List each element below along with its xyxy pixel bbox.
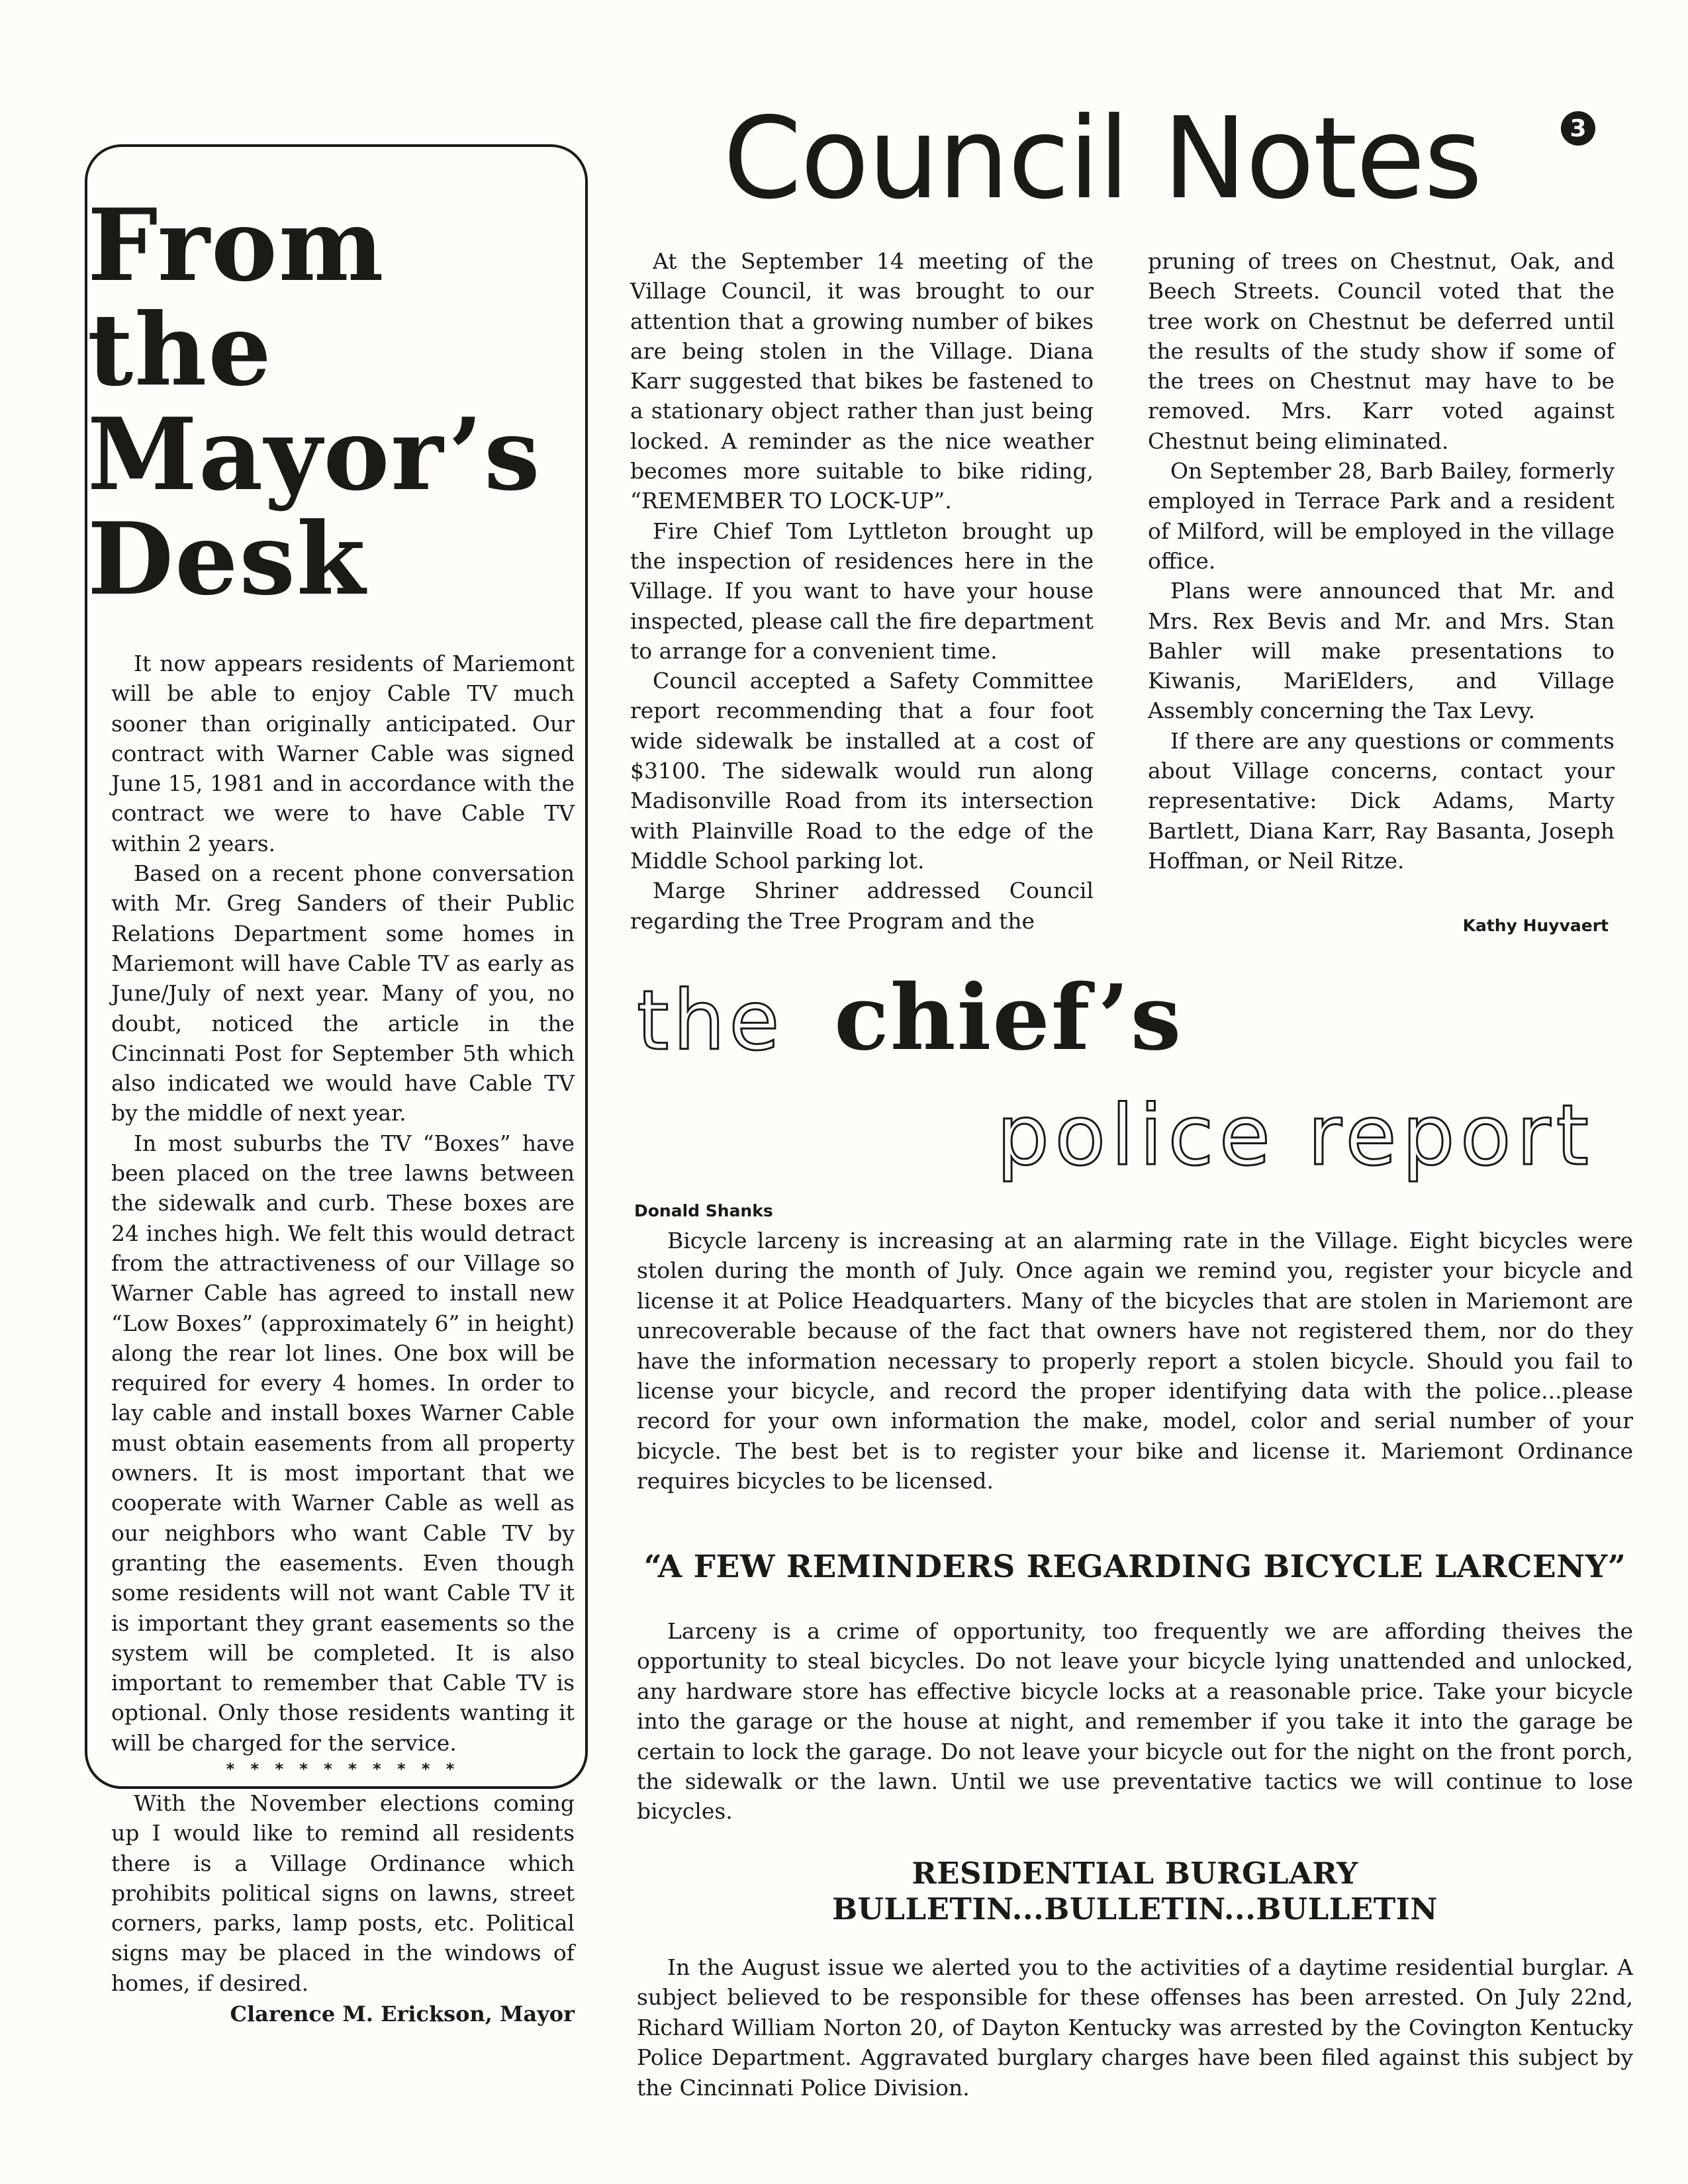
council-column-1 (630, 246, 1094, 936)
page-number: 3 (1561, 111, 1595, 146)
reminders-heading: “A FEW REMINDERS REGARDING BICYCLE LARCENY” (643, 1549, 1626, 1585)
police-byline: Donald Shanks (634, 1201, 773, 1220)
council-paragraph: If there are any questions or comments about Village concerns, contact your representative: Dick Adams, Marty Bartlett, Diana Karr, Ray Basanta, Joseph Hoffman, or Neil Ritze. (1148, 727, 1615, 874)
mayor-paragraph: In most suburbs the TV “Boxes” have been placed on the tree lawns between the sidewalk and curb. These boxes are 24 inches high. We felt this would detract from the attractiveness of our Village so Warner Cable has agreed to install new “Low Boxes” (approximately 6” in height) along the rear lot lines. One box will be required for every 4 homes. In order to lay cable and install boxes Warner Cable must obtain easements from all property owners. It is most important that we cooperate with Warner Cable as well as our neighbors who want Cable TV by granting the easements. Even though some residents will not want Cable TV it is important they grant easements so the system will be completed. It is also important to remember that Cable TV is optional. Only those residents wanting it will be charged for the service. (111, 1130, 575, 1756)
council-column-2 (1148, 246, 1615, 876)
police-intro: Bicycle larceny is increasing at an alarming rate in the Village. Eight bicycles were stolen during the month of July. Once again we remind you, register your bicycle and license it at Police Headquarters. Many of the bicycles that are stolen in Mariemont are unrecoverable because of the fact that owners have not registered them, nor do they have the information necessary to properly report a stolen bicycle. Should you fail to license your bicycle, and record the proper identifying data with the police...please record for your own information the make, model, color and serial number of your bicycle. The best bet is to register your bike and license it. Mariemont Ordinance requires bicycles to be licensed. (637, 1228, 1633, 1494)
council-paragraph: pruning of trees on Chestnut, Oak, and Beech Streets. Council voted that the tree work on Chestnut be deferred until the results of the study show if some of the trees on Chestnut may have to be removed. Mrs. Karr voted against Chestnut being eliminated. (1148, 248, 1615, 454)
mayor-paragraph: It now appears residents of Mariemont will be able to enjoy Cable TV much sooner than originally anticipated. Our contract with Warner Cable was signed June 15, 1981 and in accordance with the contract we were to have Cable TV within 2 years. (111, 651, 575, 856)
section-separator: * * * * * * * * * * (226, 1759, 460, 1778)
mayor-heading-line: Desk (87, 501, 367, 617)
council-paragraph: Council accepted a Safety Committee report recommending that a four foot wide sidewalk be installed at a cost of $3100. The sidewalk would run along Madisonville Road from its intersection with Plainville Road to the edge of the Middle School parking lot. (630, 668, 1094, 874)
council-paragraph: Plans were announced that Mr. and Mrs. Rex Bevis and Mr. and Mrs. Stan Bahler will make presentations to Kiwanis, MariElders, and Village Assembly concerning the Tax Levy. (1148, 578, 1615, 724)
burglary-heading (637, 1856, 1633, 1927)
reminders-text: Larceny is a crime of opportunity, too frequently we are affording theives the opportunity to steal bicycles. Do not leave your bicycle lying unattended and unlocked, any hardware store has effective bicycle locks at a reasonable price. Take your bicycle into the garage or the house at night, and remember if you take it into the garage be certain to lock the garage. Do not leave your bicycle out for the night on the front porch, the sidewalk or the lawn. Until we use preventative tactics we will continue to lose bicycles. (637, 1618, 1633, 1825)
mayor-paragraph: Based on a recent phone conversation with Mr. Greg Sanders of their Public Relations Department some homes in Mariemont will have Cable TV as early as June/July of next year. Many of you, no doubt, noticed the article in the Cincinnati Post for September 5th which also indicated we would have Cable TV by the middle of next year. (111, 860, 575, 1126)
council-paragraph: Fire Chief Tom Lyttleton brought up the inspection of residences here in the Village. If you want to have your house inspected, please call the fire department to arrange for a convenient time. (630, 518, 1094, 664)
burglary-heading-line: RESIDENTIAL BURGLARY (912, 1856, 1358, 1891)
mayor-heading (87, 187, 577, 617)
mayor-signature: Clarence M. Erickson, Mayor (230, 2001, 575, 2027)
mayor-heading-line: From (87, 187, 385, 304)
council-notes-title: Council Notes (723, 93, 1481, 224)
police-heading-the: the (637, 974, 784, 1069)
police-heading-chiefs: chief’s (834, 965, 1183, 1071)
burglary-heading-line: BULLETIN...BULLETIN...BULLETIN (832, 1891, 1438, 1927)
police-heading-report: police report (996, 1087, 1594, 1184)
mayor-heading-line: the (87, 292, 273, 408)
mayor-heading-line: Mayor’s (87, 396, 541, 513)
council-byline: Kathy Huyvaert (1462, 916, 1609, 935)
council-paragraph: On September 28, Barb Bailey, formerly employed in Terrace Park and a resident of Milford, will be employed in the village office. (1148, 458, 1615, 574)
burglary-text: In the August issue we alerted you to the activities of a daytime residential burglar. A subject believed to be responsible for these offenses has been arrested. On July 22nd, Richard William Norton 20, of Dayton Kentucky was arrested by the Covington Kentucky Police Department. Aggravated burglary charges have been filed against this subject by the Cincinnati Police Division. (637, 1954, 1633, 2101)
council-paragraph: Marge Shriner addressed Council regarding the Tree Program and the (630, 878, 1094, 934)
council-paragraph: At the September 14 meeting of the Village Council, it was brought to our attention that a growing number of bikes are being stolen in the Village. Diana Karr suggested that bikes be fastened to a stationary object rather than just being locked. A reminder as the nice weather becomes more suitable to bike riding, “REMEMBER TO LOCK-UP”. (630, 248, 1094, 514)
mayor-article (111, 649, 575, 2029)
mayor-paragraph: With the November elections coming up I would like to remind all residents there is a Village Ordinance which prohibits political signs on lawns, street corners, parks, lamp posts, etc. Political signs may be placed in the windows of homes, if desired. (111, 1790, 575, 1996)
